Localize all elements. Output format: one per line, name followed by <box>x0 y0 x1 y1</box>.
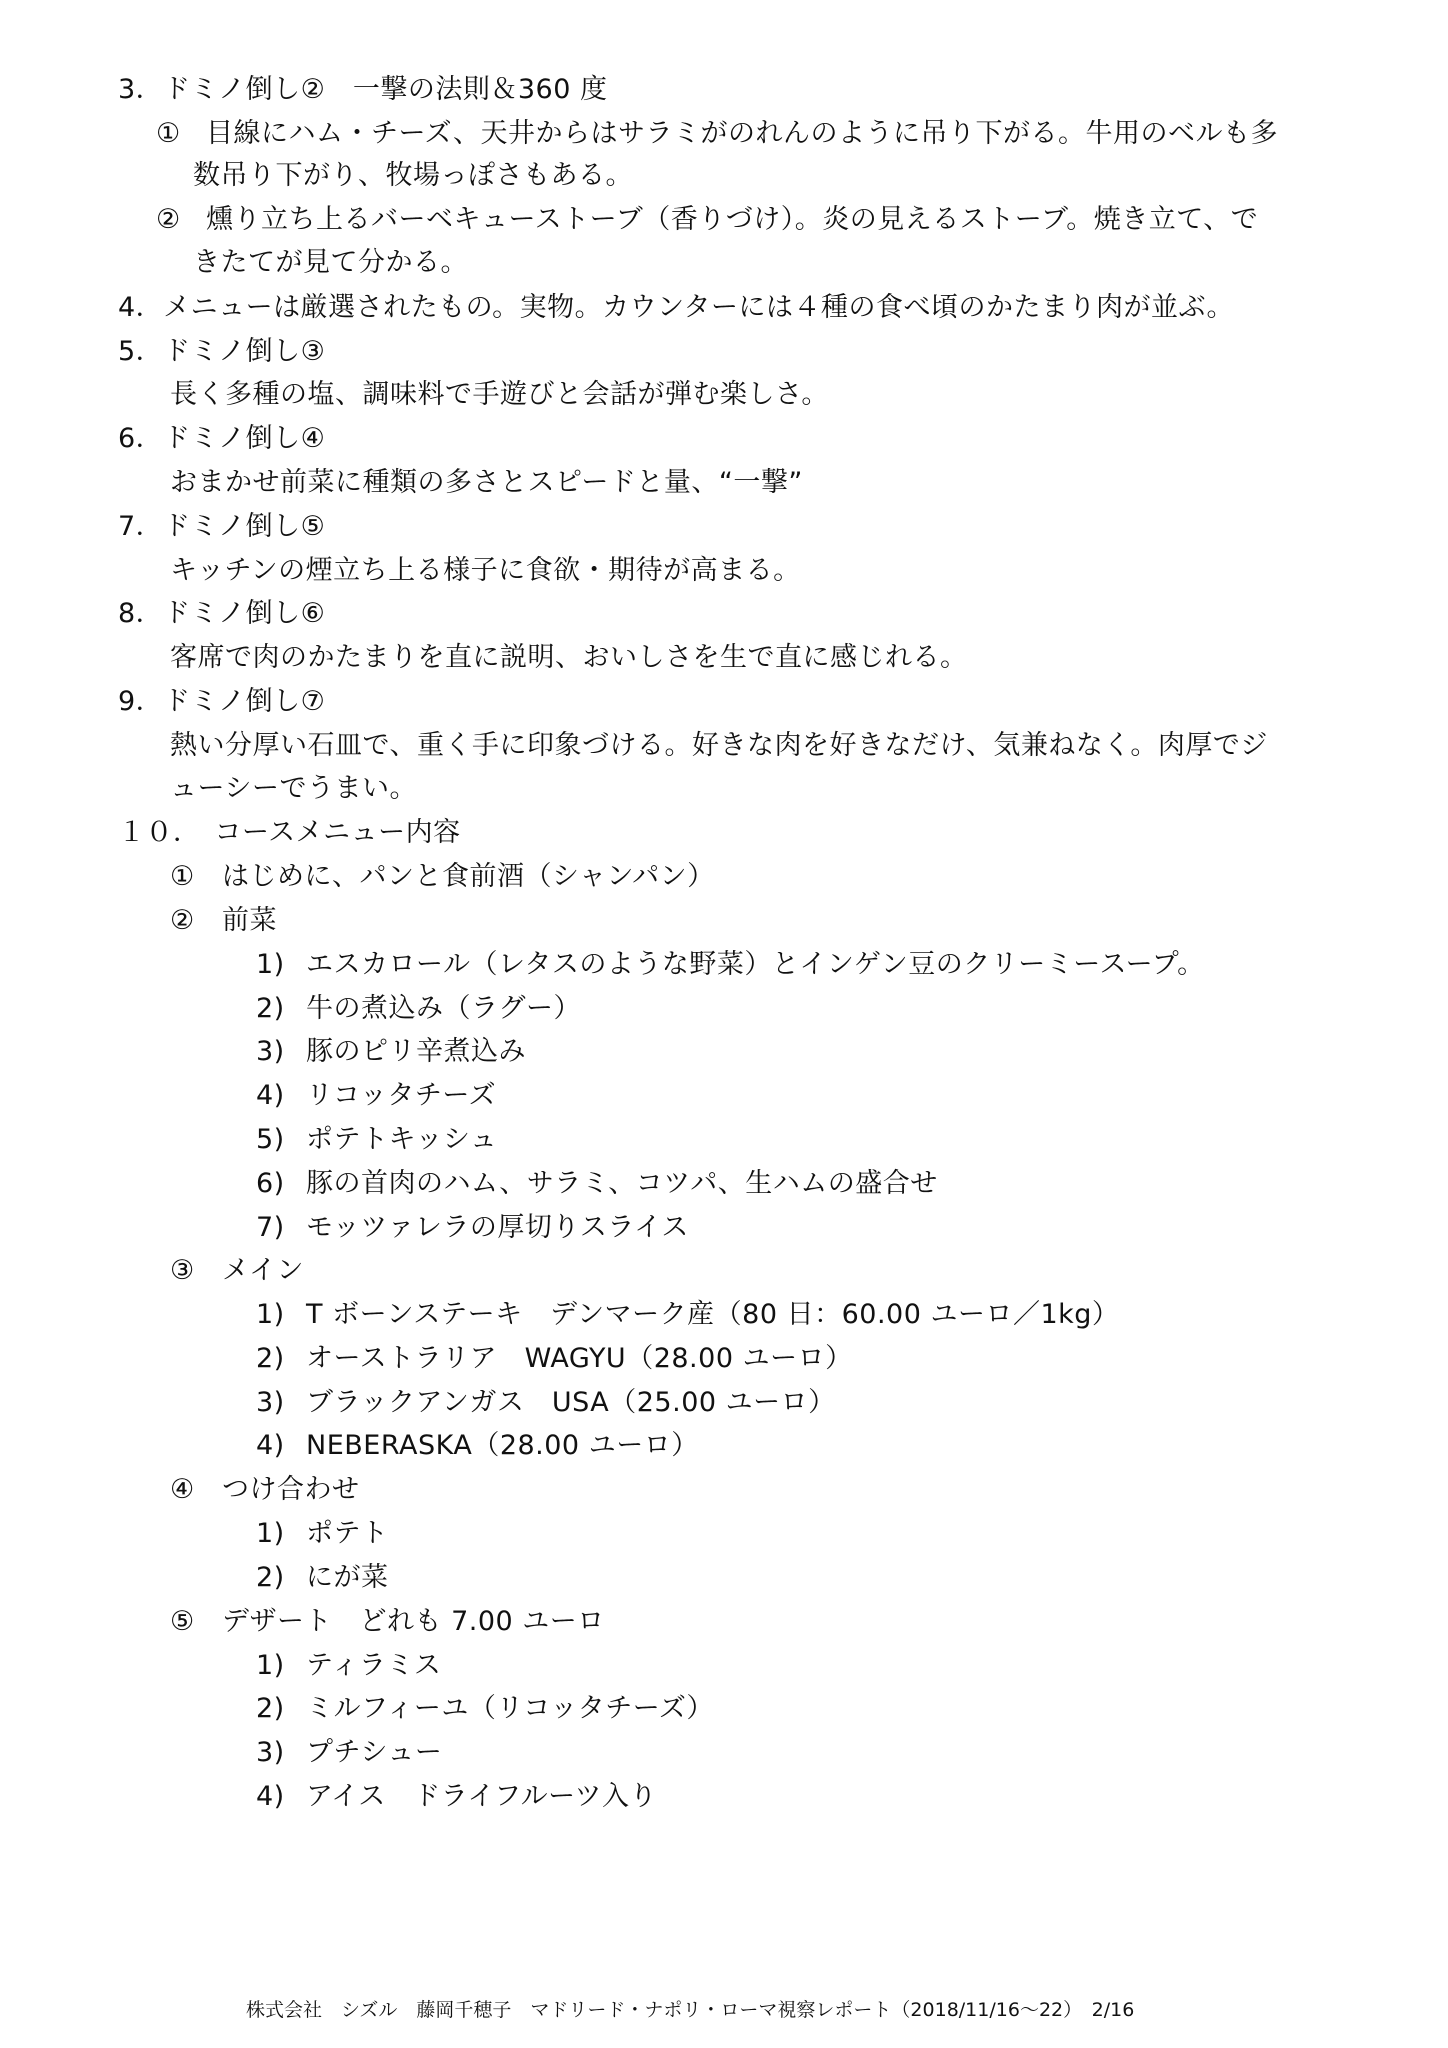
main-3-number: 3) <box>256 1387 285 1418</box>
section-5-title: 5．ドミノ倒し③ <box>118 336 326 367</box>
course-1-number: ① <box>170 861 195 892</box>
appetizer-3-number: 3) <box>256 1036 285 1067</box>
appetizer-2-text: 牛の煮込み（ラグー） <box>306 993 581 1024</box>
main-3-text: ブラックアンガス USA（25.00 ユーロ） <box>306 1387 836 1418</box>
dessert-4-text: アイス ドライフルーツ入り <box>306 1781 658 1812</box>
side-2-text: にが菜 <box>306 1562 389 1593</box>
appetizer-5-text: ポテトキッシュ <box>306 1124 498 1155</box>
section-3-item-1-line-2: 数吊り下がり、牧場っぽさもある。 <box>193 160 633 191</box>
main-1-text: T ボーンステーキ デンマーク産（80 日：60.00 ユーロ／1kg） <box>306 1299 1120 1330</box>
section-7-title: 7．ドミノ倒し⑤ <box>118 511 326 542</box>
section-7-body: キッチンの煙立ち上る様子に食欲・期待が高まる。 <box>170 555 801 586</box>
appetizer-7-text: モッツァレラの厚切りスライス <box>306 1212 689 1243</box>
course-1-text: はじめに、パンと食前酒（シャンパン） <box>222 861 715 892</box>
appetizer-2-number: 2) <box>256 993 285 1024</box>
main-2-text: オーストラリア WAGYU（28.00 ユーロ） <box>306 1343 853 1374</box>
course-4-text: つけ合わせ <box>222 1474 360 1505</box>
section-5-body: 長く多種の塩、調味料で手遊びと会話が弾む楽しさ。 <box>170 379 829 410</box>
section-3-item-2-line-2: きたてが見て分かる。 <box>193 247 468 278</box>
section-3-title: 3．ドミノ倒し② 一撃の法則＆360 度 <box>118 74 608 105</box>
main-1-number: 1) <box>256 1299 285 1330</box>
appetizer-4-number: 4) <box>256 1080 285 1111</box>
dessert-4-number: 4) <box>256 1781 285 1812</box>
appetizer-6-text: 豚の首肉のハム、サラミ、コツパ、生ハムの盛合せ <box>306 1168 938 1199</box>
dessert-3-text: プチシュー <box>306 1737 443 1768</box>
course-4-number: ④ <box>170 1474 195 1505</box>
section-6-body: おまかせ前菜に種類の多さとスピードと量、“一撃” <box>170 467 803 498</box>
course-2-text: 前菜 <box>222 905 277 936</box>
appetizer-1-text: エスカロール（レタスのような野菜）とインゲン豆のクリーミースープ。 <box>306 949 1205 980</box>
course-5-text: デザート どれも 7.00 ユーロ <box>222 1606 605 1637</box>
appetizer-4-text: リコッタチーズ <box>306 1080 497 1111</box>
side-2-number: 2) <box>256 1562 285 1593</box>
section-4-text: 4．メニューは厳選されたもの。実物。カウンターには４種の食べ頃のかたまり肉が並ぶ。 <box>118 292 1235 323</box>
main-4-text: NEBERASKA（28.00 ユーロ） <box>306 1430 699 1461</box>
side-1-number: 1) <box>256 1518 285 1549</box>
section-8-body: 客席で肉のかたまりを直に説明、おいしさを生で直に感じれる。 <box>170 642 968 673</box>
main-2-number: 2) <box>256 1343 285 1374</box>
appetizer-1-number: 1) <box>256 949 285 980</box>
section-9-title: 9．ドミノ倒し⑦ <box>118 686 326 717</box>
section-9-body-line-2: ューシーでうまい。 <box>170 773 417 804</box>
course-5-number: ⑤ <box>170 1606 195 1637</box>
appetizer-3-text: 豚のピリ辛煮込み <box>306 1036 526 1067</box>
course-3-number: ③ <box>170 1255 195 1286</box>
dessert-1-text: ティラミス <box>306 1650 442 1681</box>
course-3-text: メイン <box>222 1255 304 1286</box>
page-footer: 株式会社 シズル 藤岡千穂子 マドリード・ナポリ・ローマ視察レポート（2018/11/16〜22） 2/16 <box>246 1999 1135 2021</box>
dessert-2-number: 2) <box>256 1693 285 1724</box>
appetizer-7-number: 7) <box>256 1212 285 1243</box>
appetizer-6-number: 6) <box>256 1168 285 1199</box>
section-10-title: １０． コースメニュー内容 <box>118 817 461 848</box>
main-4-number: 4) <box>256 1430 285 1461</box>
section-9-body-line-1: 熱い分厚い石皿で、重く手に印象づける。好きな肉を好きなだけ、気兼ねなく。肉厚でジ <box>170 730 1268 761</box>
course-2-number: ② <box>170 905 195 936</box>
section-3-item-2-number: ② <box>156 204 181 235</box>
dessert-2-text: ミルフィーユ（リコッタチーズ） <box>306 1693 714 1724</box>
dessert-1-number: 1) <box>256 1650 285 1681</box>
section-3-item-2-line-1: 燻り立ち上るバーベキューストーブ（香りづけ）。炎の見えるストーブ。焼き立て、で <box>206 204 1259 235</box>
section-3-item-1-line-1: 目線にハム・チーズ、天井からはサラミがのれんのように吊り下がる。牛用のベルも多 <box>206 118 1278 149</box>
section-3-item-1-number: ① <box>156 118 181 149</box>
section-8-title: 8．ドミノ倒し⑥ <box>118 598 326 629</box>
side-1-text: ポテト <box>306 1518 389 1549</box>
dessert-3-number: 3) <box>256 1737 285 1768</box>
section-6-title: 6．ドミノ倒し④ <box>118 423 326 454</box>
appetizer-5-number: 5) <box>256 1124 285 1155</box>
